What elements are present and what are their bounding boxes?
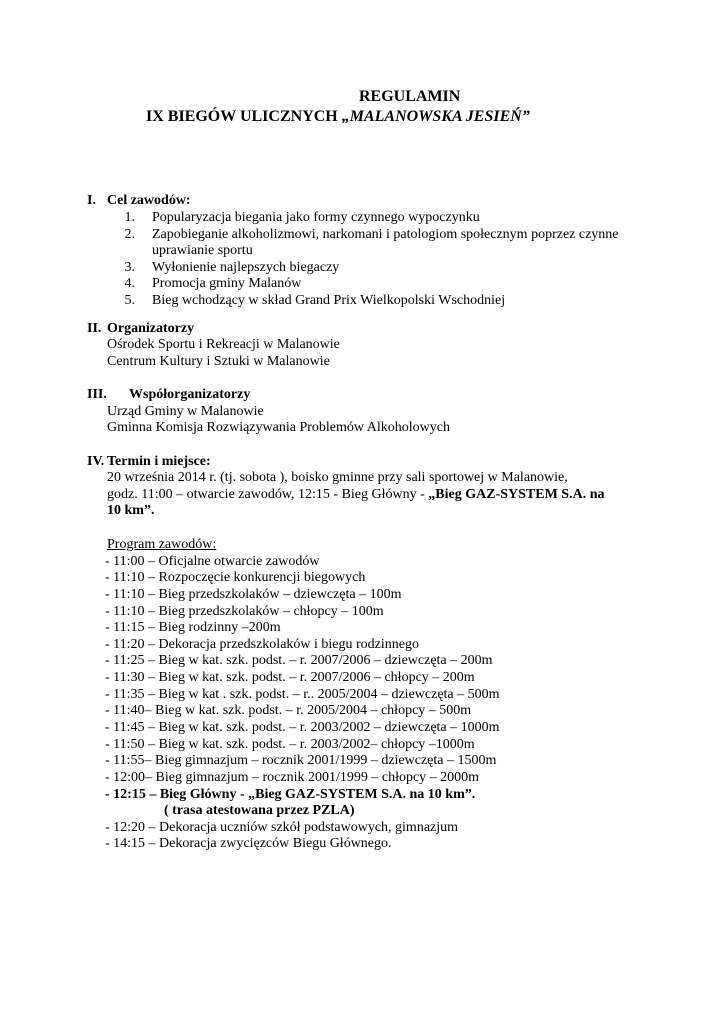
program-item: - 11:15 – Bieg rodzinny –200m xyxy=(105,620,281,635)
main-race-name-end: 10 km”. xyxy=(107,503,155,518)
program-item: - 14:15 – Dekoracja zwycięzców Biegu Głównego. xyxy=(105,836,392,851)
date-place-line: 20 września 2014 r. (tj. sobota ), boisko gminne przy sali sportowej w Malanowie, xyxy=(107,470,568,485)
list-item-number: 3. xyxy=(124,260,135,275)
program-item: - 11:45 – Bieg w kat. szk. podst. – r. 2003/2002 – dziewczęta – 1000m xyxy=(105,720,500,735)
section-2-number: II. xyxy=(87,321,102,336)
program-item: - 11:10 – Bieg przedszkolaków – chłopcy – 100m xyxy=(105,604,384,619)
program-item: - 12:00– Bieg gimnazjum – rocznik 2001/1999 – chłopcy – 2000m xyxy=(105,770,480,785)
section-3-heading: Współorganizatorzy xyxy=(129,387,251,402)
program-item: - 11:10 – Rozpoczęcie konkurencji biegowych xyxy=(105,570,366,585)
list-item-number: 5. xyxy=(124,293,135,308)
organizer-line: Ośrodek Sportu i Rekreacji w Malanowie xyxy=(107,337,340,352)
list-item-number: 4. xyxy=(124,276,135,291)
list-item-number: 1. xyxy=(124,210,135,225)
program-item: - 11:55– Bieg gimnazjum – rocznik 2001/1999 – dziewczęta – 1500m xyxy=(105,753,497,768)
program-item: - 11:25 – Bieg w kat. szk. podst. – r. 2007/2006 – dziewczęta – 200m xyxy=(105,653,493,668)
document-subtitle xyxy=(146,108,530,125)
section-4-heading: Termin i miejsce: xyxy=(107,454,211,469)
subtitle-plain: IX BIEGÓW ULICZNYCH xyxy=(146,108,342,125)
list-item: Zapobieganie alkoholizmowi, narkomani i patologiom społecznym poprzez czynne xyxy=(152,227,619,242)
section-1-heading: Cel zawodów: xyxy=(107,193,191,208)
list-item: Promocja gminy Malanów xyxy=(152,276,302,291)
program-item: - 11:00 – Oficjalne otwarcie zawodów xyxy=(105,554,320,569)
program-item: - 11:20 – Dekoracja przedszkolaków i biegu rodzinnego xyxy=(105,637,419,652)
program-heading: Program zawodów: xyxy=(107,537,217,552)
coorganizer-line: Gminna Komisja Rozwiązywania Problemów Alkoholowych xyxy=(107,420,450,435)
document-title: REGULAMIN xyxy=(359,88,461,105)
time-line-plain: godz. 11:00 – otwarcie zawodów, 12:15 - Bieg Główny - xyxy=(107,487,429,502)
program-item: - 11:30 – Bieg w kat. szk. podst. – r. 2007/2006 – chłopcy – 200m xyxy=(105,670,475,685)
list-item: Wyłonienie najlepszych biegaczy xyxy=(152,260,340,275)
organizer-line: Centrum Kultury i Sztuki w Malanowie xyxy=(107,354,330,369)
subtitle-event-name: „MALANOWSKA JESIEŃ” xyxy=(341,108,530,125)
list-item-number: 2. xyxy=(124,227,135,242)
program-item: - 11:50 – Bieg w kat. szk. podst. – r. 2003/2002– chłopcy –1000m xyxy=(105,737,475,752)
program-item-main-race: - 12:15 – Bieg Główny - „Bieg GAZ-SYSTEM S.A. na 10 km”. xyxy=(105,787,476,802)
main-race-name: „Bieg GAZ-SYSTEM S.A. na xyxy=(428,487,605,502)
program-item: - 11:35 – Bieg w kat . szk. podst. – r.. 2005/2004 – dziewczęta – 500m xyxy=(105,687,500,702)
program-item: - 11:10 – Bieg przedszkolaków – dziewczęta – 100m xyxy=(105,587,402,602)
time-line xyxy=(107,486,605,503)
program-item: - 11:40– Bieg w kat. szk. podst. – r. 2005/2004 – chłopcy – 500m xyxy=(105,703,472,718)
list-item-continuation: uprawianie sportu xyxy=(152,243,253,258)
program-item-route-note: ( trasa atestowana przez PZLA) xyxy=(164,803,355,818)
section-3-number: III. xyxy=(87,387,107,402)
section-1-number: I. xyxy=(87,193,96,208)
list-item: Popularyzacja biegania jako formy czynnego wypoczynku xyxy=(152,210,480,225)
list-item: Bieg wchodzący w skład Grand Prix Wielkopolski Wschodniej xyxy=(152,293,506,308)
coorganizer-line: Urząd Gminy w Malanowie xyxy=(107,404,264,419)
section-2-heading: Organizatorzy xyxy=(107,321,195,336)
section-4-number: IV. xyxy=(87,454,105,469)
program-item: - 12:20 – Dekoracja uczniów szkół podstawowych, gimnazjum xyxy=(105,820,459,835)
